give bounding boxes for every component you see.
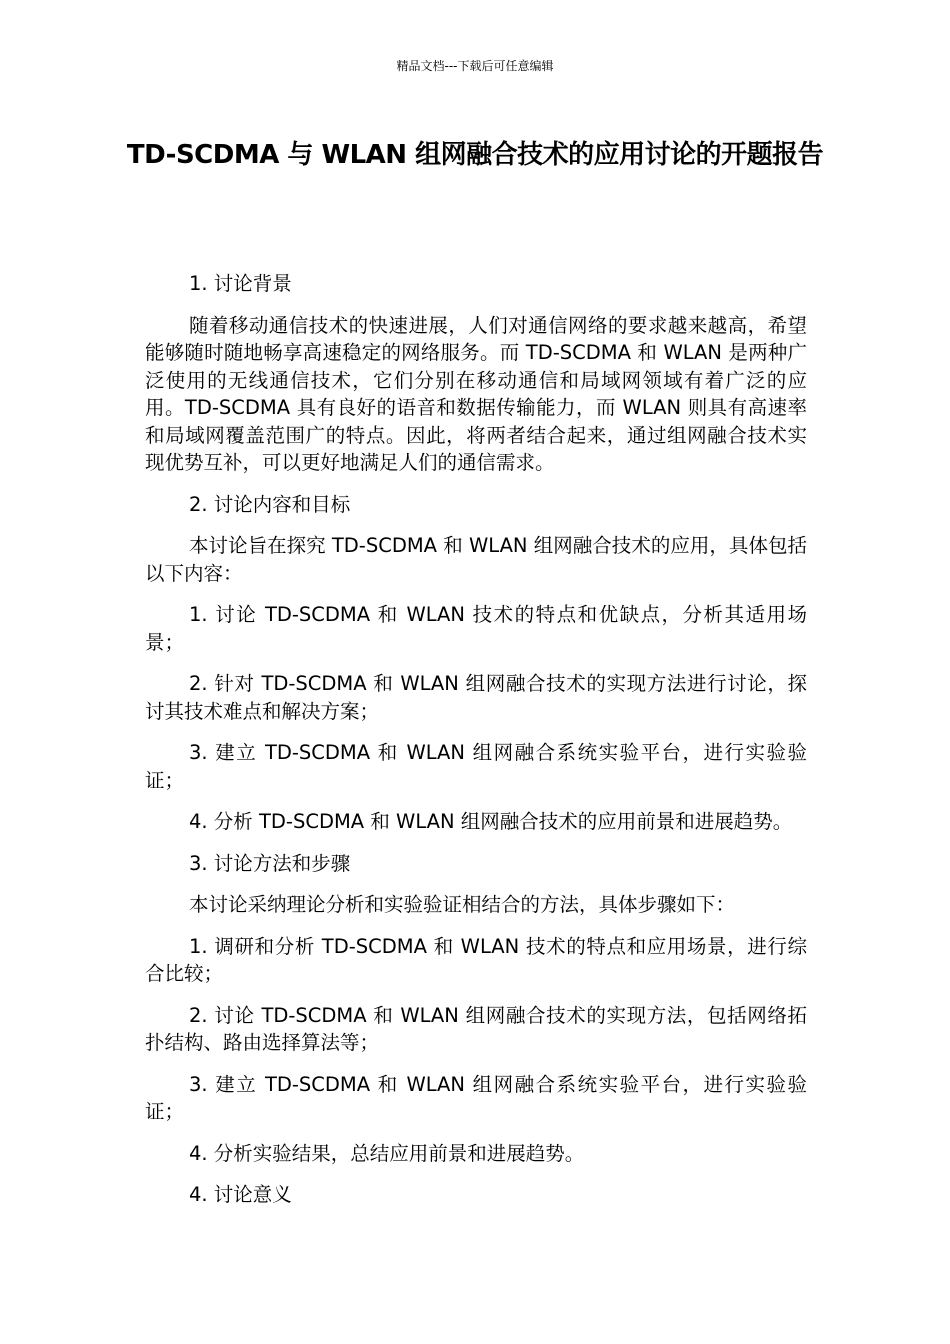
paragraph-content-intro: 本讨论旨在探究 TD-SCDMA 和 WLAN 组网融合技术的应用，具体包括以下内容： bbox=[145, 534, 807, 585]
list-item-content-3: 3. 建立 TD-SCDMA 和 WLAN 组网融合系统实验平台，进行实验验证； bbox=[145, 741, 807, 792]
list-item-methods-3: 3. 建立 TD-SCDMA 和 WLAN 组网融合系统实验平台，进行实验验证； bbox=[145, 1072, 807, 1123]
paragraph-methods-intro: 本讨论采纳理论分析和实验验证相结合的方法，具体步骤如下： bbox=[189, 893, 736, 916]
list-item-content-4: 4. 分析 TD-SCDMA 和 WLAN 组网融合技术的应用前景和进展趋势。 bbox=[189, 810, 793, 833]
paragraph-background: 随着移动通信技术的快速进展，人们对通信网络的要求越来越高，希望能够随时随地畅享高速稳定的网络服务。而 TD-SCDMA 和 WLAN 是两种广泛使用的无线通信技术，它们分别在移动通信和局域网领域有着广泛的应用。TD-SCDMA 具有良好的语音和数据传输能力，而 WLAN 则具有高速率和局域网覆盖范围广的特点。因此，将两者结合起来，通过组网融合技术实现优势互补，可以更好地满足人们的通信需求。 bbox=[145, 313, 807, 474]
list-item-methods-2: 2. 讨论 TD-SCDMA 和 WLAN 组网融合技术的实现方法，包括网络拓扑结构、路由选择算法等； bbox=[145, 1003, 807, 1054]
list-item-methods-1: 1. 调研和分析 TD-SCDMA 和 WLAN 技术的特点和应用场景，进行综合比较； bbox=[145, 934, 807, 985]
list-item-content-1: 1. 讨论 TD-SCDMA 和 WLAN 技术的特点和优缺点，分析其适用场景； bbox=[145, 603, 807, 654]
section-heading-background: 1. 讨论背景 bbox=[189, 272, 292, 295]
document-body bbox=[145, 270, 807, 1223]
page-header: 精品文档---下载后可任意编辑 bbox=[396, 59, 554, 73]
document-title: TD-SCDMA 与 WLAN 组网融合技术的应用讨论的开题报告 bbox=[126, 140, 824, 170]
list-item-content-2: 2. 针对 TD-SCDMA 和 WLAN 组网融合技术的实现方法进行讨论，探讨其技术难点和解决方案； bbox=[145, 672, 807, 723]
section-heading-significance: 4. 讨论意义 bbox=[189, 1183, 292, 1206]
section-heading-methods: 3. 讨论方法和步骤 bbox=[189, 851, 351, 875]
section-heading-content-goals: 2. 讨论内容和目标 bbox=[189, 492, 351, 516]
list-item-methods-4: 4. 分析实验结果，总结应用前景和进展趋势。 bbox=[189, 1141, 585, 1165]
